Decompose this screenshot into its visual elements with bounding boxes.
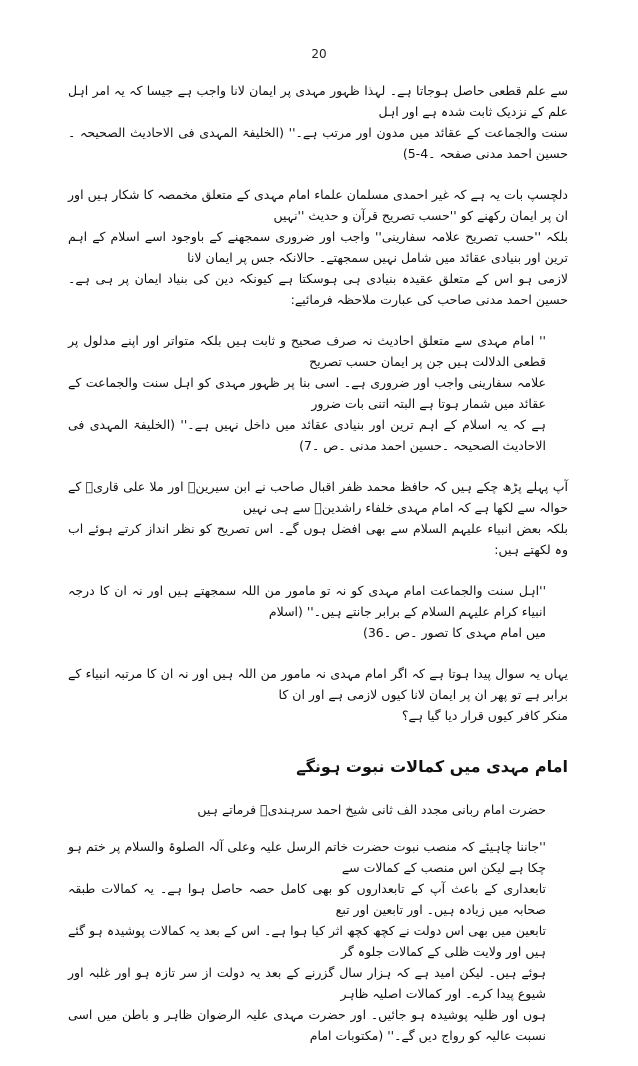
document-body xyxy=(68,80,568,1066)
intro-mujaddid xyxy=(68,799,546,820)
section-heading xyxy=(68,756,568,777)
text-line: سے علم قطعی حاصل ہوجاتا ہے۔ لہذا ظہور مہدی پر ایمان لانا واجب ہے جیسا کہ یہ امر اہل علم کے نزدیک ثابت شدہ ہے اور اہل xyxy=(68,83,568,119)
text-line: لازمی ہو اس کے متعلق عقیدہ بنیادی ہی ہوسکتا ہے کیونکہ دین کی بنیاد ایمان پر ہی ہے۔ حسین احمد مدنی صاحب کی عبارت ملاحظہ فرمائیے: xyxy=(68,271,568,307)
quote-madani xyxy=(68,330,546,456)
text-line: تابعین میں بھی اس دولت نے کچھ کچھ اثر کیا ہوا ہے۔ اس کے بعد یہ کمالات پوشیدہ ہو گئے ہیں اور ولایت ظلی کے کمالات جلوہ گر xyxy=(68,923,546,959)
paragraph-zafar-iqbal xyxy=(68,476,568,560)
text-line: یہاں یہ سوال پیدا ہوتا ہے کہ اگر امام مہدی نہ مامور من اللہ ہیں اور نہ ان کا مرتبہ انبیاء کے برابر ہے تو پھر ان پر ایمان لانا کیوں لازمی ہے اور ان کا xyxy=(68,666,568,702)
text-line: حضرت امام ربانی مجدد الف ثانی شیخ احمد سرہندیؒ فرماتے ہیں xyxy=(197,802,546,817)
text-line: بلکہ ''حسب تصریح علامہ سفارینی'' واجب اور ضروری سمجھنے کے باوجود اسے اسلام کے اہم ترین اور بنیادی عقائد میں شامل نہیں سمجھتے۔ حالانکہ جس پر ایمان لانا xyxy=(68,229,568,265)
text-line: ہے کہ یہ اسلام کے اہم ترین اور بنیادی عقائد میں داخل نہیں ہے۔'' (الخلیفۃ المہدی فی الاحادیث الصحیحہ ۔حسین احمد مدنی ۔ص ۔7) xyxy=(68,417,546,453)
paragraph-faith-conclusion xyxy=(68,80,568,164)
paragraph-question xyxy=(68,663,568,726)
text-line: منکر کافر کیوں قرار دیا گیا ہے؟ xyxy=(401,708,568,723)
paragraph-ulema-dilemma xyxy=(68,184,568,310)
text-line: '' امام مہدی سے متعلق احادیث نہ صرف صحیح و ثابت ہیں بلکہ متواتر اور اپنے مدلول پر قطعی الدلالت ہیں جن پر ایمان حسب تصریح xyxy=(68,333,546,369)
text-line: دلچسپ بات یہ ہے کہ غیر احمدی مسلمان علماء امام مہدی کے متعلق مخمصہ کا شکار ہیں اور ان پر ایمان رکھنے کو ''حسب تصریح قرآن و حدیث ''نہیں xyxy=(68,187,568,223)
quote-maktubat xyxy=(68,836,546,1046)
heading-text: امام مہدی میں کمالات نبوت ہونگے xyxy=(296,757,568,776)
text-line: سنت والجماعت کے عقائد میں مدون اور مرتب ہے۔'' (الخلیفۃ المہدی فی الاحادیث الصحیحہ ۔حسین احمد مدنی صفحہ ۔4-5) xyxy=(68,125,568,161)
text-line: آپ پہلے پڑھ چکے ہیں کہ حافظ محمد ظفر اقبال صاحب نے ابن سیرینؒ اور ملا علی قاریؒ کے حوالہ سے لکھا ہے کہ امام مہدی خلفاء راشدینؓ سے ہی نہیں xyxy=(68,479,568,515)
text-line: بلکہ بعض انبیاء علیہم السلام سے بھی افضل ہوں گے۔ اس تصریح کو نظر انداز کرتے ہوئے اب وہ لکھتے ہیں: xyxy=(68,521,568,557)
text-line: علامہ سفارینی واجب اور ضروری ہے۔ اسی بنا پر ظہور مہدی کو اہل سنت والجماعت کے عقائد میں شمار ہوتا ہے البتہ اتنی بات ضرور xyxy=(68,375,546,411)
page-number: 20 xyxy=(311,47,327,61)
text-line: میں امام مہدی کا تصور ۔ص ۔36) xyxy=(362,625,546,640)
text-line: ''اہل سنت والجماعت امام مہدی کو نہ تو مامور من اللہ سمجھتے ہیں اور نہ ان کا درجہ انبیاء کرام علیہم السلام کے برابر جانتے ہیں۔'' (اسلام xyxy=(68,583,546,619)
text-line: ''جاننا چاہیئے کہ منصب نبوت حضرت خاتم الرسل علیہ وعلی آلہ الصلوۃ والسلام پر ختم ہو چکا ہے لیکن اس منصب کے کمالات سے xyxy=(68,839,546,875)
text-line: ہوئے ہیں۔ لیکن امید ہے کہ ہزار سال گزرنے کے بعد یہ دولت از سر تازہ ہو اور غلبہ اور شیوع پیدا کرے۔ اور کمالات اصلیہ ظاہر xyxy=(68,965,546,1001)
quote-ahl-sunnat xyxy=(68,580,546,643)
text-line: تابعداری کے باعث آپ کے تابعداروں کو بھی کامل حصہ حاصل ہوا ہے۔ یہ کمالات طبقہ صحابہ میں زیادہ ہیں۔ اور تابعین اور تبع xyxy=(68,881,546,917)
text-line: ہوں اور ظلیہ پوشیدہ ہو جائیں۔ اور حضرت مہدی علیہ الرضوان ظاہر و باطن میں اسی نسبت عالیہ کو رواج دیں گے۔'' (مکتوبات امام xyxy=(68,1007,546,1043)
